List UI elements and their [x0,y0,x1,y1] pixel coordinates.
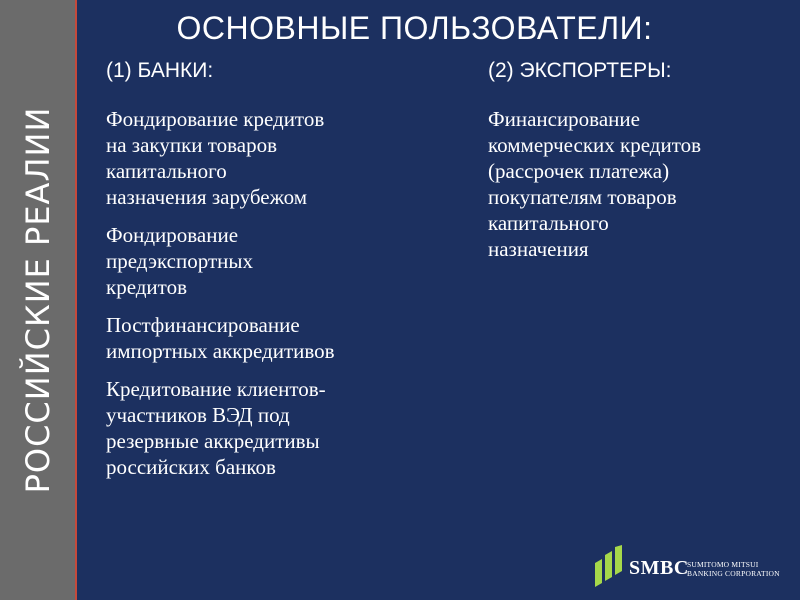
slide-content [77,0,800,600]
sidebar-label: РОССИЙСКИЕ РЕАЛИИ [19,106,57,494]
banks-column [106,58,426,492]
slide-title: ОСНОВНЫЕ ПОЛЬЗОВАТЕЛИ: [176,10,653,46]
smbc-bars-logo-icon [595,545,625,589]
banks-item: Фондирование кредитов на закупки товаров капитального назначения зарубежом [106,107,325,209]
exporters-heading: (2) ЭКСПОРТЕРЫ: [488,59,672,82]
banks-item: Постфинансирование импортных аккредитивов [106,313,335,363]
banks-item: Кредитование клиентов- участников ВЭД под резервные аккредитивы российских банков [106,377,326,479]
exporters-column [488,58,778,274]
logo-company-name: SUMITOMO MITSUI BANKING CORPORATION [687,560,780,578]
sidebar [0,0,75,600]
exporters-item: Финансирование коммерческих кредитов (рассрочек платежа) покупателям товаров капитального назначения [488,107,702,261]
smbc-logo [595,545,785,589]
logo-wordmark: SMBC [629,557,689,579]
banks-item: Фондирование предэкспортных кредитов [106,223,253,299]
banks-heading: (1) БАНКИ: [106,59,214,82]
